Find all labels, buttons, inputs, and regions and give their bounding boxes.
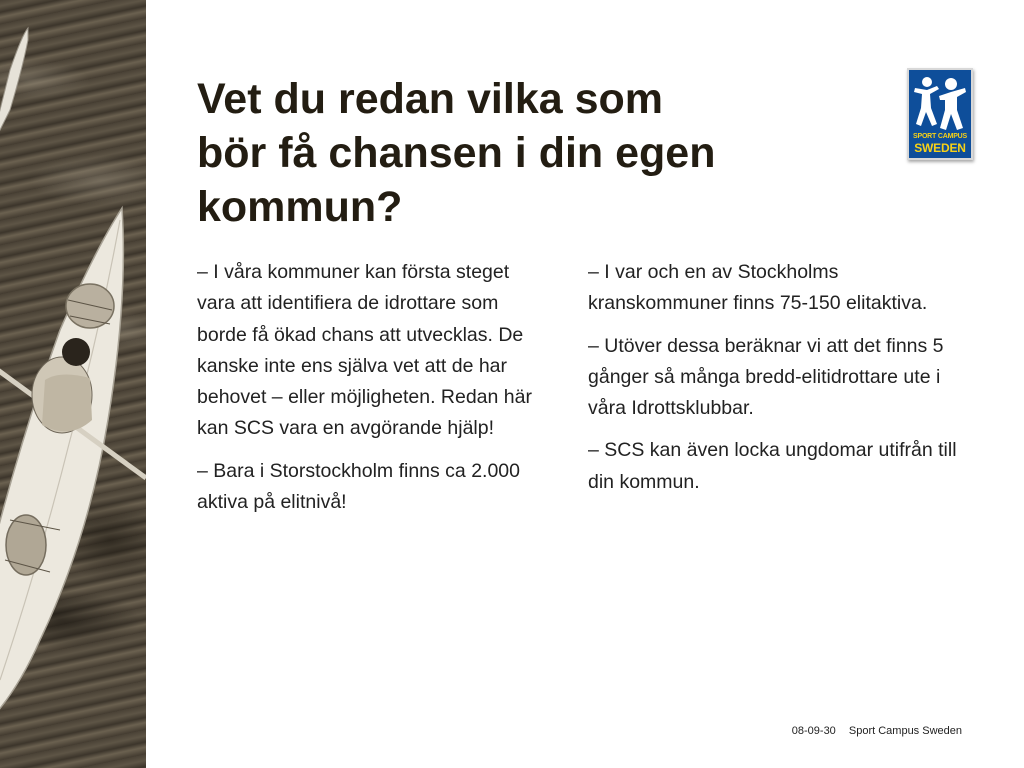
logo-text-top: SPORT CAMPUS: [913, 133, 967, 140]
kayak-photo: [0, 0, 146, 768]
sport-campus-sweden-logo: [907, 68, 973, 160]
footer-date: 08-09-30: [791, 725, 836, 737]
paragraph: – SCS kan även locka ungdomar utifrån till din kommun.: [588, 439, 957, 493]
athletes-icon: [913, 74, 967, 132]
footer-organization: Sport Campus Sweden: [848, 725, 962, 737]
paragraph: – Bara i Storstockholm finns ca 2.000 aktiva på elitnivå!: [197, 459, 520, 514]
slide-title: Vet du redan vilka som bör få chansen i din egen kommun?: [197, 75, 716, 231]
paragraph: – I var och en av Stockholms kranskommuner finns 75-150 elitaktiva.: [588, 261, 928, 315]
kayak-illustration: [0, 0, 146, 768]
logo-text-bottom: SWEDEN: [914, 141, 966, 155]
slide-footer: [792, 725, 962, 737]
paragraph: – I våra kommuner kan första steget vara att identifiera de idrottare som borde få ökad chans att utvecklas. De kanske inte ens själva vet att de har behovet – eller möjligheten. Redan här kan SCS vara en avgörande hjälp!: [197, 261, 532, 440]
paragraph: – Utöver dessa beräknar vi att det finns 5 gånger så många bredd-elitidrottare ute i våra Idrottsklubbar.: [588, 334, 944, 420]
left-text-column: [197, 257, 552, 529]
right-text-column: [588, 257, 958, 509]
